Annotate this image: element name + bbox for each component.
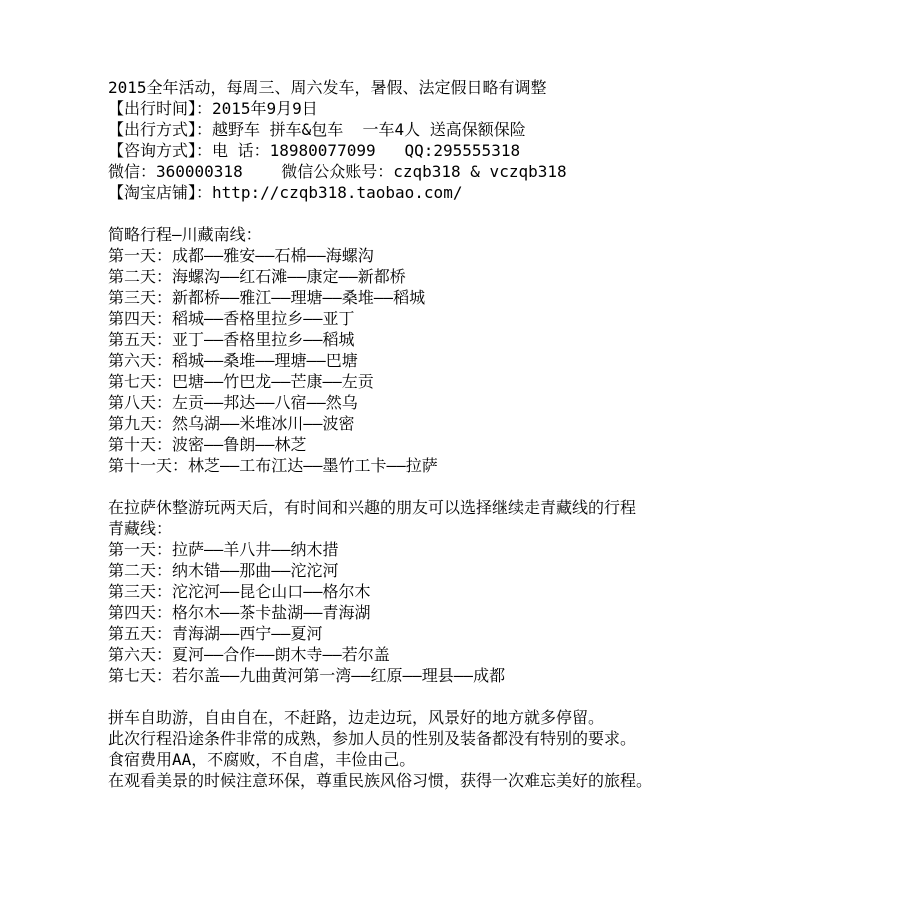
qinghai-route-day: 第二天：纳木错——那曲——沱沱河	[108, 561, 339, 580]
note-line: 拼车自助游，自由自在，不赶路，边走边玩，风景好的地方就多停留。	[108, 708, 605, 727]
south-route-day: 第七天：巴塘——竹巴龙——芒康——左贡	[108, 372, 374, 391]
qinghai-route-day: 第五天：青海湖——西宁——夏河	[108, 624, 323, 643]
south-route-day: 第五天：亚丁——香格里拉乡——稻城	[108, 330, 355, 349]
south-route-title: 简略行程—川藏南线：	[108, 225, 262, 244]
departure-time: 【出行时间】：2015年9月9日	[108, 99, 318, 118]
south-route-day: 第十一天：林芝——工布江达——墨竹工卡——拉萨	[108, 456, 438, 475]
qinghai-route-day: 第七天：若尔盖——九曲黄河第一湾——红原——理县——成都	[108, 666, 506, 685]
south-route-day: 第八天：左贡——邦达——八宿——然乌	[108, 393, 358, 412]
note-line: 食宿费用AA，不腐败，不自虐，丰俭由己。	[108, 750, 416, 769]
qinghai-route-day: 第四天：格尔木——茶卡盐湖——青海湖	[108, 603, 371, 622]
spacer	[108, 476, 898, 497]
south-route-day: 第四天：稻城——香格里拉乡——亚丁	[108, 309, 355, 328]
document-body	[108, 77, 898, 791]
south-route-day: 第十天：波密——鲁朗——林芝	[108, 435, 307, 454]
wechat-info: 微信：360000318 微信公众账号：czqb318 & vczqb318	[108, 162, 567, 181]
south-route-day: 第九天：然乌湖——米堆冰川——波密	[108, 414, 355, 433]
intro-line: 2015全年活动，每周三、周六发车，暑假、法定假日略有调整	[108, 78, 547, 97]
south-route-day: 第三天：新都桥——雅江——理塘——桑堆——稻城	[108, 288, 426, 307]
note-line: 此次行程沿途条件非常的成熟，参加人员的性别及装备都没有特别的要求。	[108, 729, 637, 748]
qinghai-route-day: 第六天：夏河——合作——朗木寺——若尔盖	[108, 645, 390, 664]
taobao-store: 【淘宝店铺】：http://czqb318.taobao.com/	[108, 183, 463, 202]
south-route-day: 第二天：海螺沟——红石滩——康定——新都桥	[108, 267, 406, 286]
contact-info: 【咨询方式】：电 话：18980077099 QQ:295555318	[108, 141, 521, 160]
spacer	[108, 203, 898, 224]
qinghai-route-day: 第三天：沱沱河——昆仑山口——格尔木	[108, 582, 371, 601]
travel-mode: 【出行方式】：越野车 拼车&包车 一车4人 送高保额保险	[108, 120, 526, 139]
south-route-day: 第一天：成都——雅安——石棉——海螺沟	[108, 246, 374, 265]
qinghai-route-day: 第一天：拉萨——羊八井——纳木措	[108, 540, 339, 559]
south-route-day: 第六天：稻城——桑堆——理塘——巴塘	[108, 351, 358, 370]
spacer	[108, 686, 898, 707]
qinghai-route-intro: 在拉萨休整游玩两天后，有时间和兴趣的朋友可以选择继续走青藏线的行程	[108, 498, 637, 517]
qinghai-route-title: 青藏线：	[108, 519, 173, 538]
note-line: 在观看美景的时候注意环保，尊重民族风俗习惯，获得一次难忘美好的旅程。	[108, 771, 653, 790]
